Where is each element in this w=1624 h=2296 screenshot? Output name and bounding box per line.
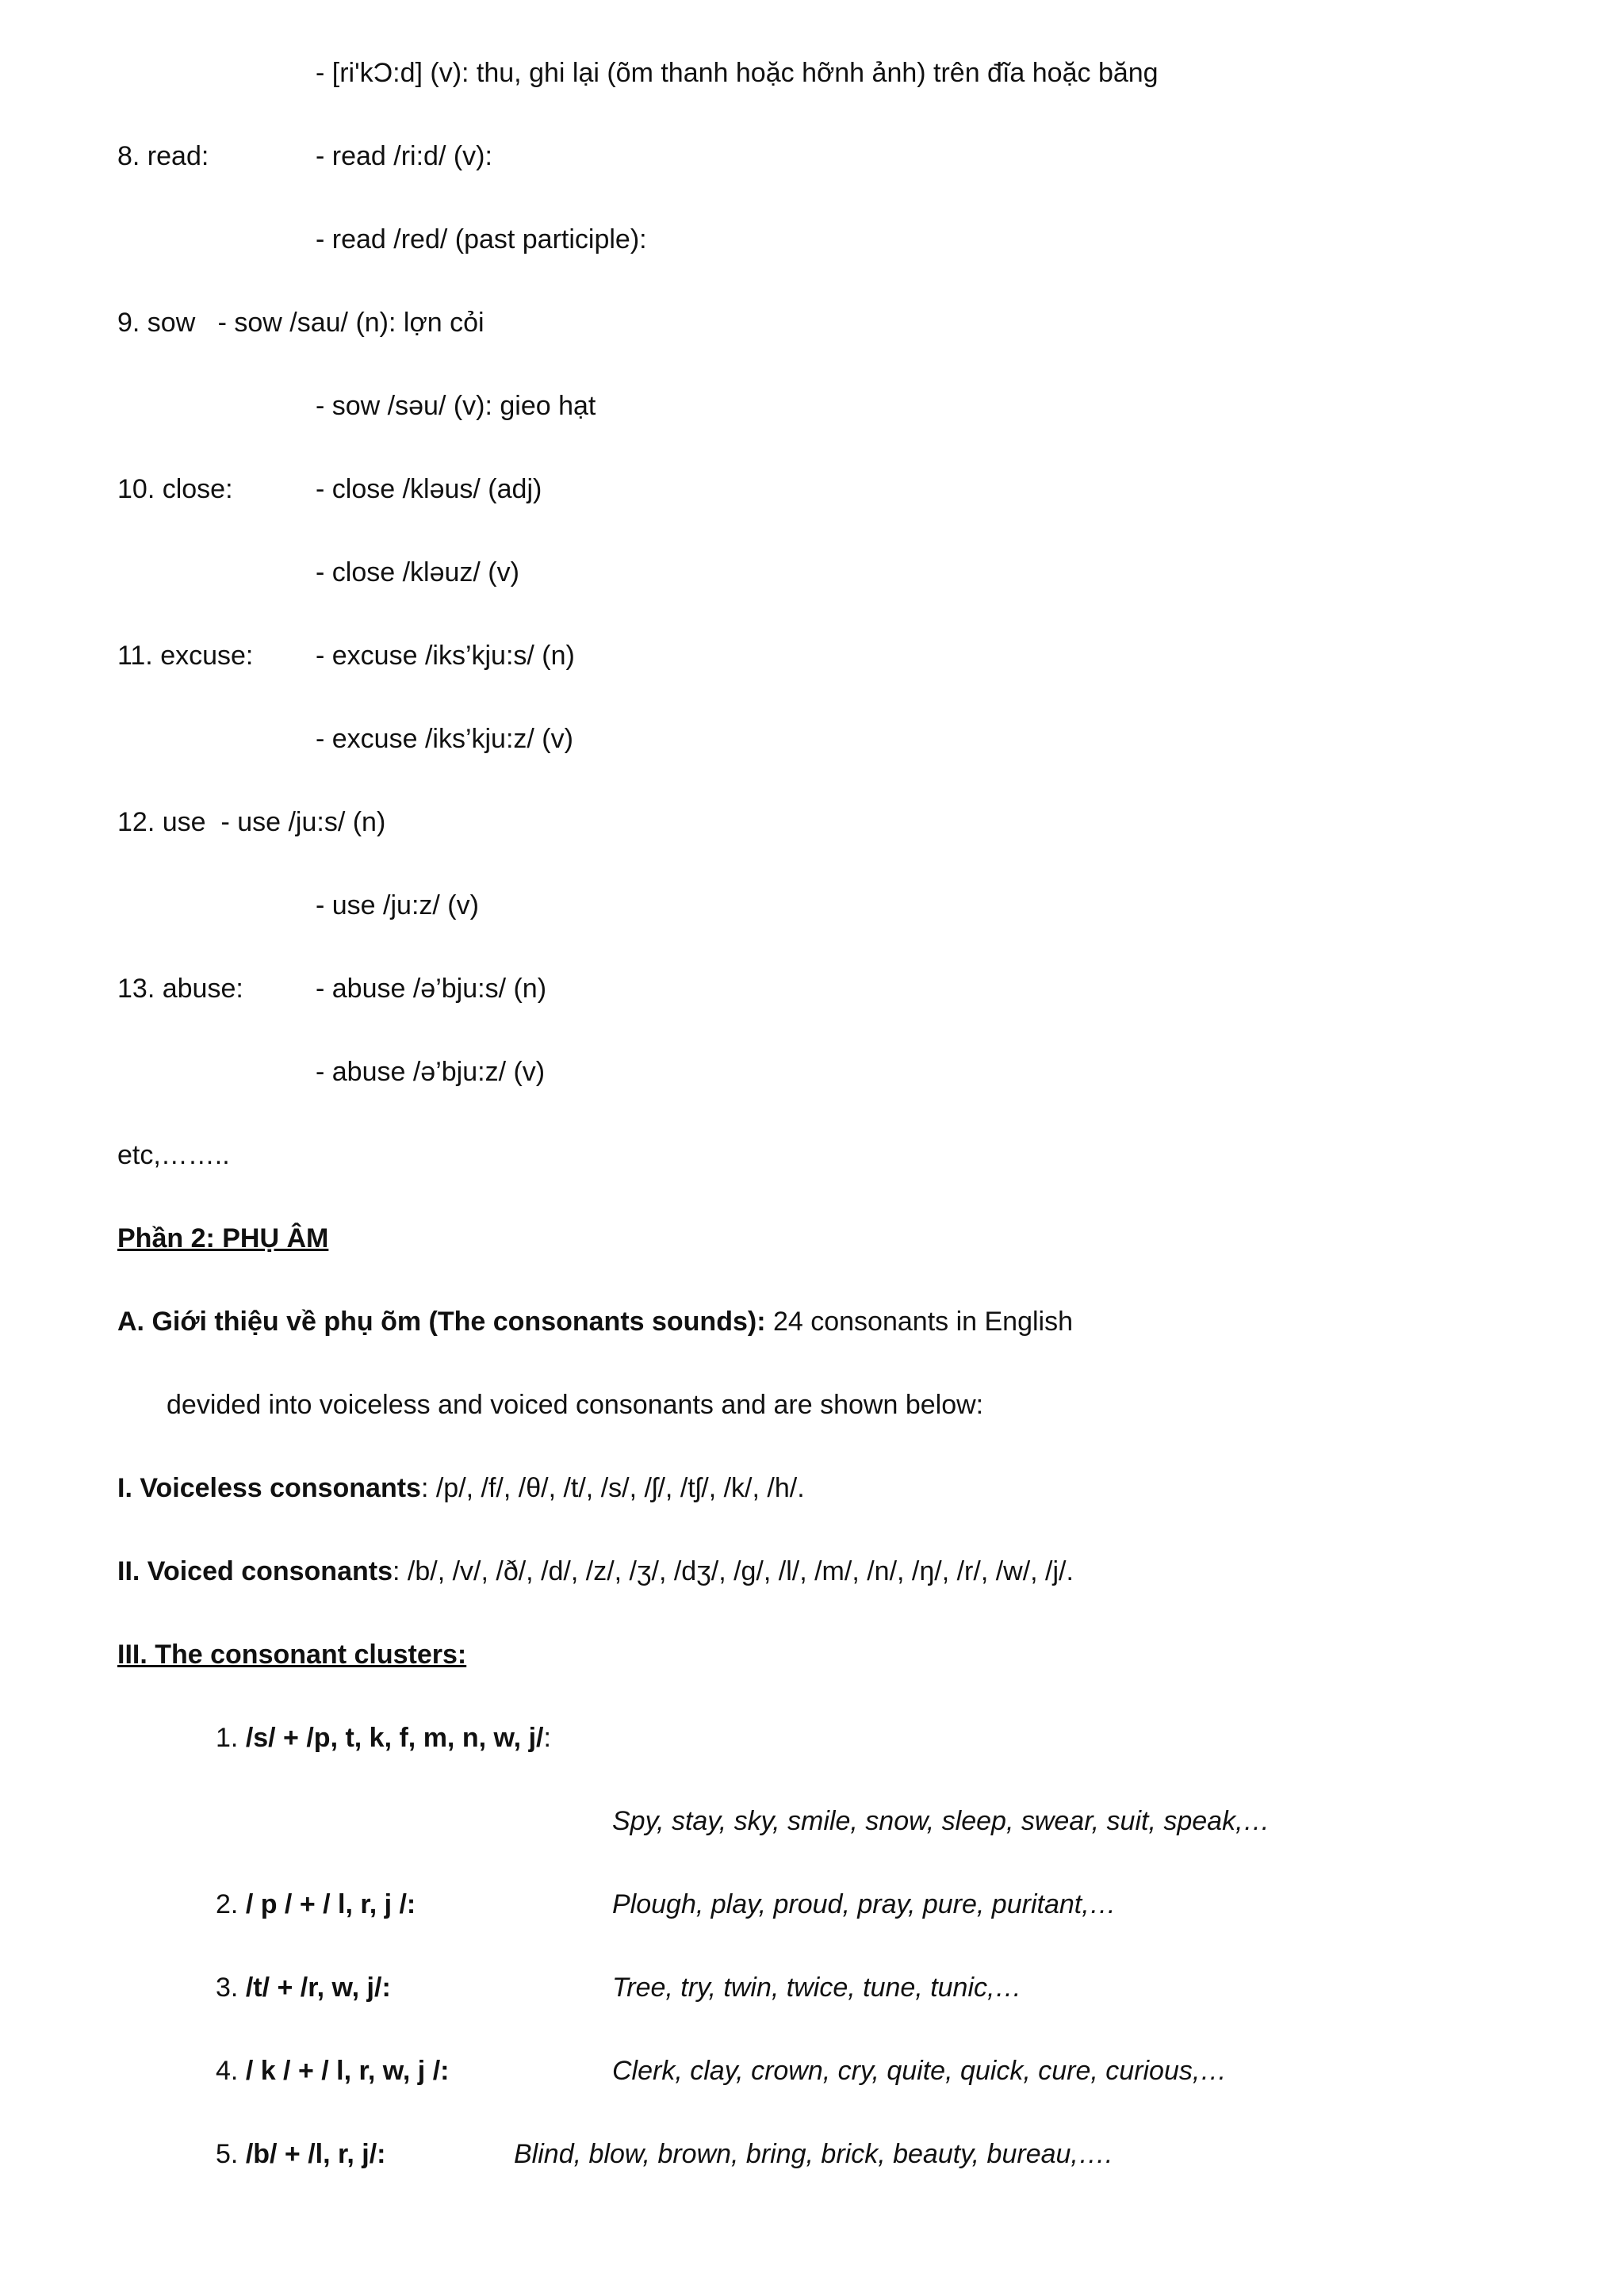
voiceless-label: I. Voiceless consonants	[117, 1473, 421, 1503]
vocab-entry-use-1: - use /ju:s/ (n)	[220, 807, 386, 837]
section-a-line2: devided into voiceless and voiced consonants and are shown below:	[167, 1390, 984, 1420]
vocab-word-close: 10. close:	[117, 474, 233, 504]
cluster-rule-3-text: /t/ + /r, w, j/:	[245, 1973, 391, 2003]
voiced-value: : /b/, /v/, /ð/, /d/, /z/, /ʒ/, /dʒ/, /g/, /l/, /m/, /n/, /ŋ/, /r/, /w/, /j/.	[393, 1556, 1074, 1586]
vocab-entry-close-2: - close /kləuz/ (v)	[316, 557, 519, 587]
voiced-consonants	[117, 1554, 1074, 1589]
clusters-heading: III. The consonant clusters:	[117, 1640, 467, 1670]
cluster-num-3: 3.	[216, 1973, 246, 2003]
cluster-num-2: 2.	[216, 1889, 246, 1919]
vocab-entry-close-1: - close /kləus/ (adj)	[316, 474, 542, 504]
etc-text: etc,……..	[117, 1140, 230, 1170]
section-a-rest: 24 consonants in English	[765, 1307, 1074, 1337]
cluster-rule-2-text: / p / + / l, r, j /:	[245, 1889, 416, 1919]
vocab-word-use	[117, 805, 385, 840]
vocab-entry-use-2: - use /ju:z/ (v)	[316, 890, 479, 920]
cluster-rule-4	[216, 2053, 449, 2088]
cluster-rule-4-text: / k / + / l, r, w, j /:	[245, 2056, 450, 2086]
vocab-word-abuse: 13. abuse:	[117, 974, 243, 1004]
vocab-entry-excuse-1: - excuse /iks’kju:s/ (n)	[316, 641, 575, 671]
cluster-num-1: 1.	[216, 1723, 246, 1753]
cluster-examples-4: Clerk, clay, crown, cry, quite, quick, cure, curious,…	[612, 2056, 1228, 2086]
vocab-word-sow	[117, 305, 485, 340]
vocab-entry-read-2: - read /red/ (past participle):	[316, 224, 647, 254]
cluster-examples-1: Spy, stay, sky, smile, snow, sleep, swear, suit, speak,…	[612, 1806, 1270, 1836]
voiceless-value: : /p/, /f/, /θ/, /t/, /s/, /ʃ/, /tʃ/, /k/, /h/.	[420, 1473, 805, 1503]
cluster-num-5: 5.	[216, 2139, 246, 2169]
vocab-entry-excuse-2: - excuse /iks’kju:z/ (v)	[316, 724, 573, 754]
vocab-entry-sow-1: - sow /sau/ (n): lợn cỏi	[217, 308, 485, 338]
vocab-entry-record: - [ri'kƆ:d] (v): thu, ghi lại (õm thanh hoặc hỡnh ảnh) trên đĩa hoặc băng	[316, 58, 1159, 88]
cluster-rule-1-colon: :	[543, 1723, 551, 1753]
cluster-rule-5	[216, 2137, 385, 2172]
cluster-examples-3: Tree, try, twin, twice, tune, tunic,…	[612, 1973, 1022, 2003]
cluster-rule-1	[216, 1720, 551, 1755]
cluster-examples-5: Blind, blow, brown, bring, brick, beauty, bureau,….	[514, 2139, 1113, 2169]
vocab-word-use-label: 12. use	[117, 807, 206, 837]
cluster-rule-1-text: /s/ + /p, t, k, f, m, n, w, j/	[245, 1723, 544, 1753]
cluster-examples-2: Plough, play, proud, pray, pure, puritant,…	[612, 1889, 1116, 1919]
section-a-intro	[117, 1304, 1073, 1339]
section-a-title: A. Giới thiệu về phụ õm (The consonants sounds):	[117, 1307, 766, 1337]
voiced-label: II. Voiced consonants	[117, 1556, 393, 1586]
cluster-rule-3	[216, 1970, 391, 2005]
vocab-word-excuse: 11. excuse:	[117, 641, 254, 671]
cluster-num-4: 4.	[216, 2056, 246, 2086]
cluster-rule-5-text: /b/ + /l, r, j/:	[245, 2139, 386, 2169]
vocab-entry-abuse-1: - abuse /ə’bju:s/ (n)	[316, 974, 547, 1004]
vocab-entry-read-1: - read /ri:d/ (v):	[316, 141, 492, 171]
vocab-entry-sow-2: - sow /səu/ (v): gieo hạt	[316, 391, 596, 421]
vocab-entry-abuse-2: - abuse /ə’bju:z/ (v)	[316, 1057, 546, 1087]
vocab-word-read: 8. read:	[117, 141, 209, 171]
part2-heading: Phần 2: PHỤ ÂM	[117, 1223, 329, 1253]
cluster-rule-2	[216, 1887, 416, 1922]
voiceless-consonants	[117, 1471, 805, 1506]
vocab-word-sow-label: 9. sow	[117, 308, 196, 338]
